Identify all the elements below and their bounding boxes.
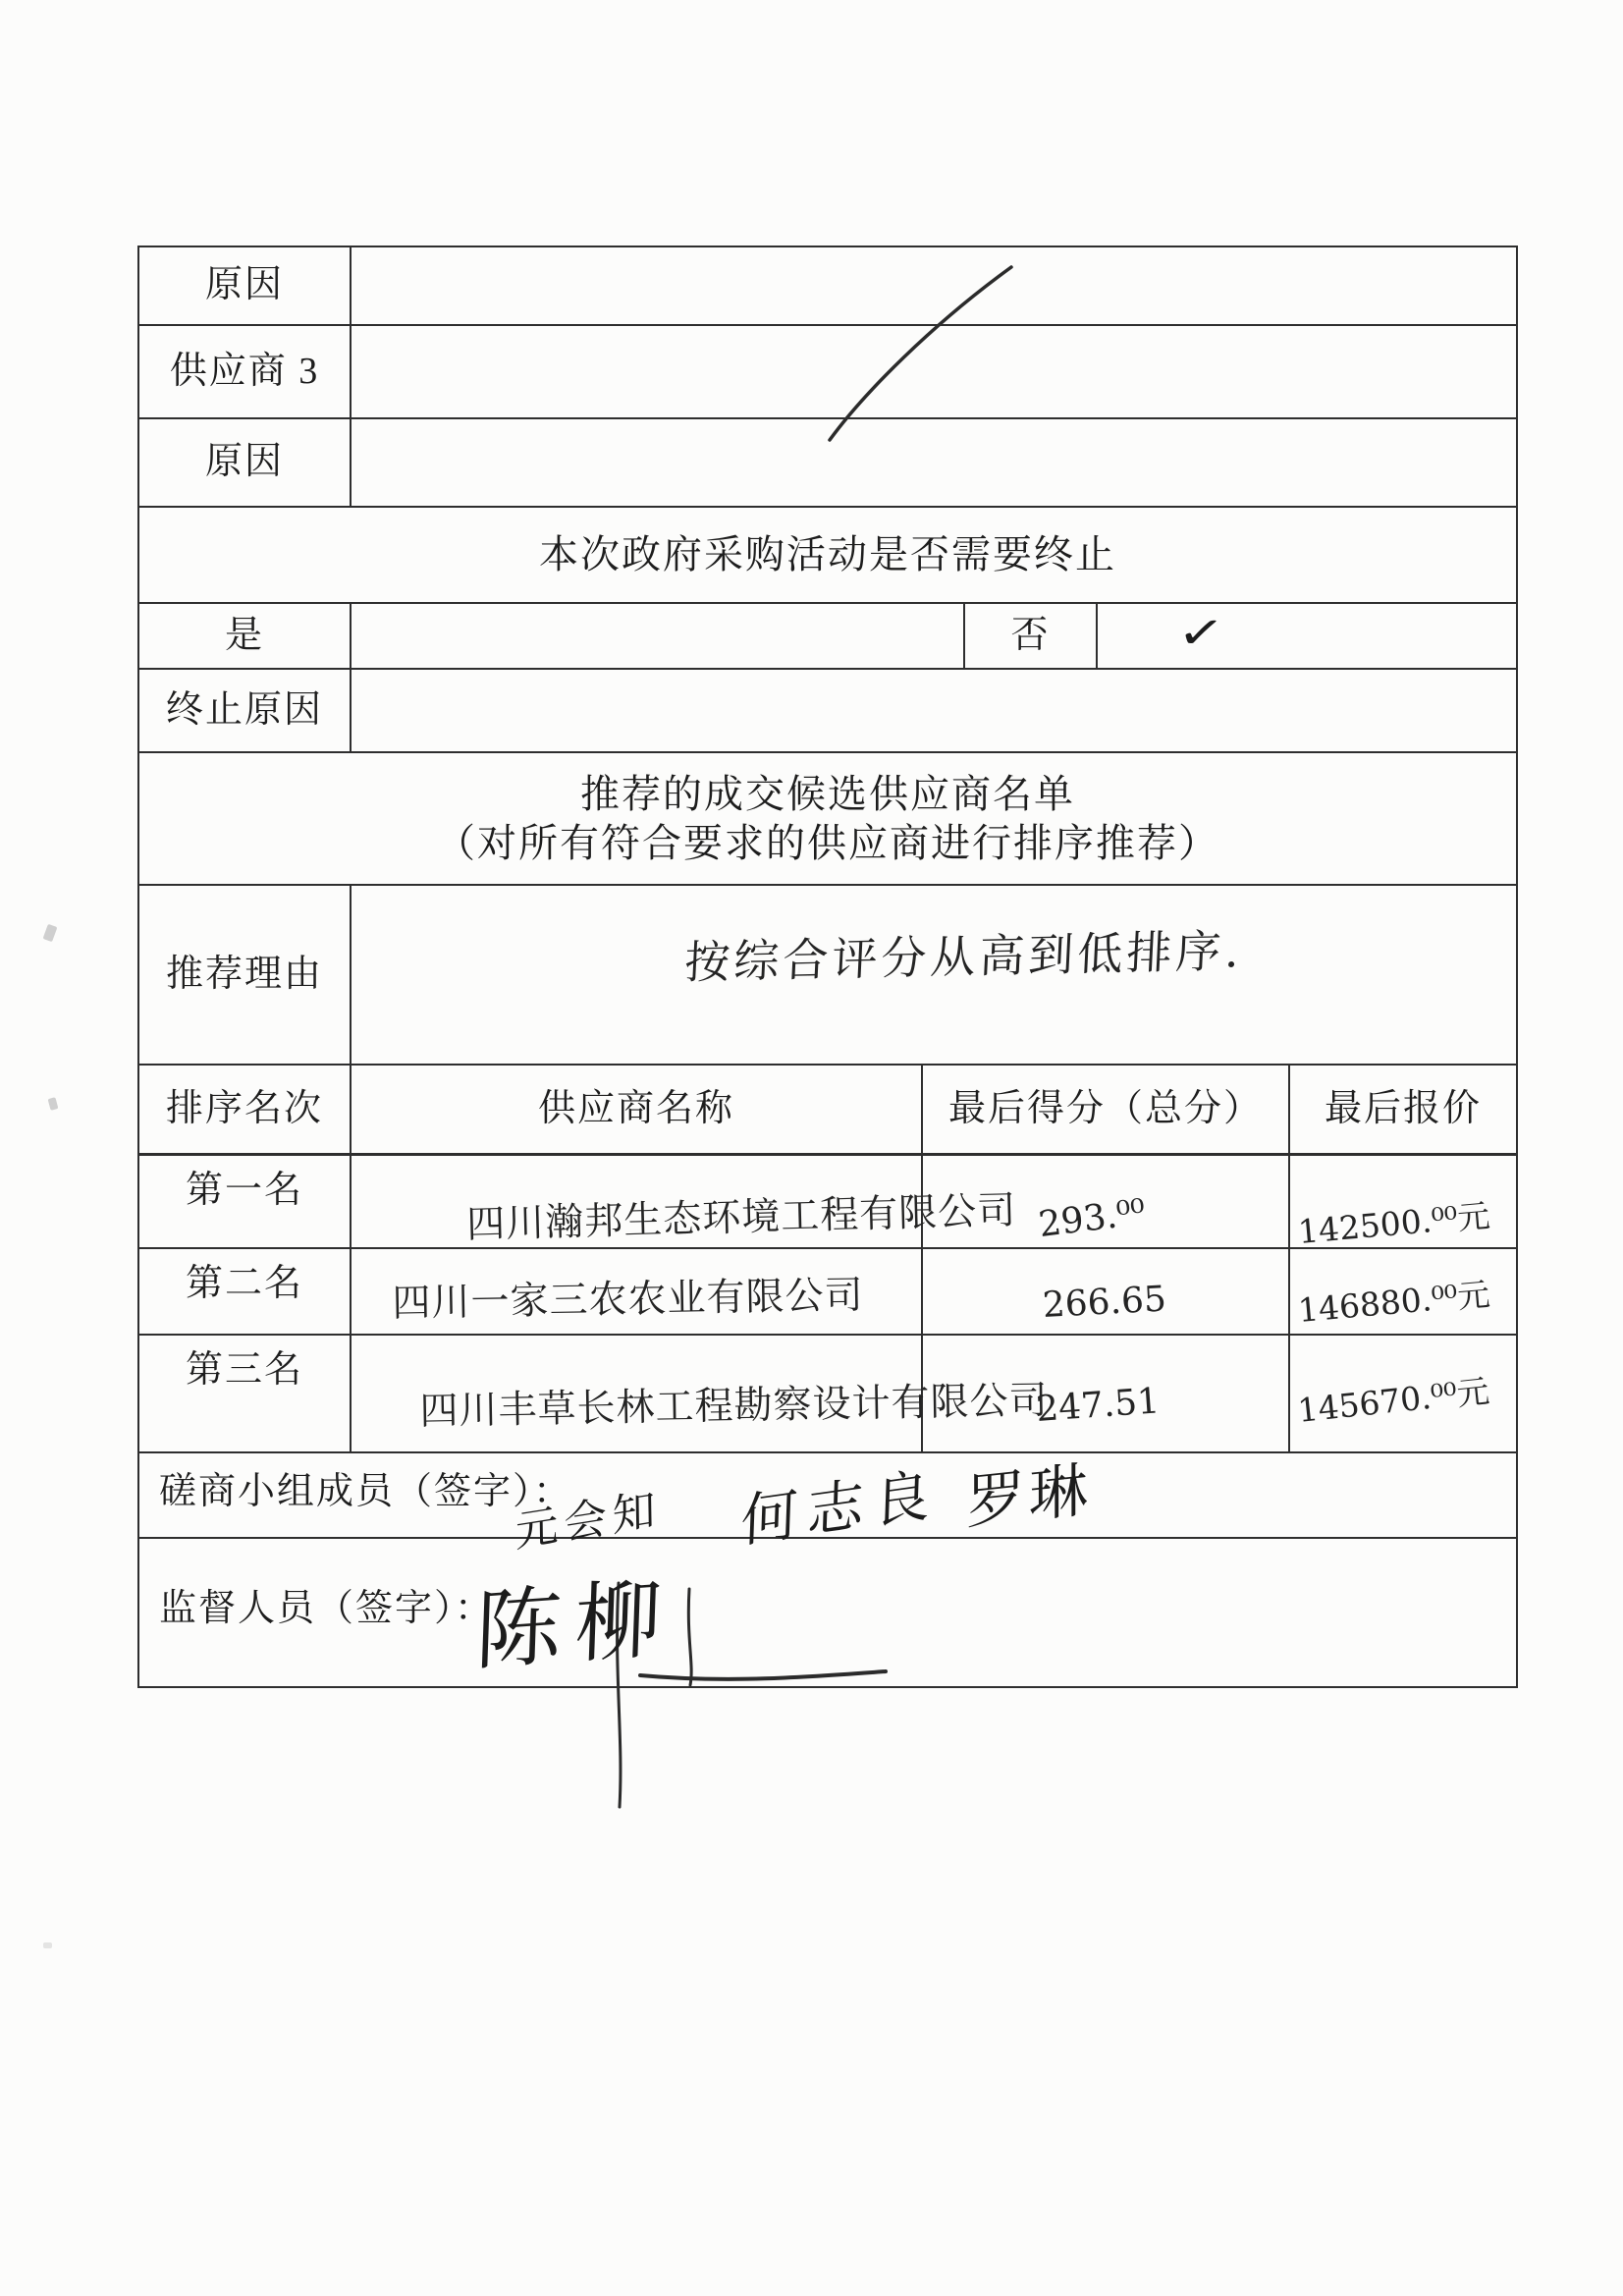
rank1-label: 第一名 bbox=[185, 1170, 303, 1211]
termination-question-text: 本次政府采购活动是否需要终止 bbox=[539, 532, 1116, 576]
supplier3-label-cell bbox=[139, 326, 352, 419]
scan-smudge bbox=[43, 924, 58, 942]
rank1-price-handwriting: 142500.⁰⁰元 bbox=[1296, 1196, 1492, 1252]
recommendation-reason-value-cell bbox=[352, 886, 1516, 1066]
rank1-score-cell bbox=[923, 1156, 1290, 1249]
supplier3-value-cell bbox=[352, 326, 1516, 419]
team-signature-label: 磋商小组成员（签字）： bbox=[159, 1471, 573, 1512]
reason-row-1 bbox=[139, 247, 1516, 326]
yes-label-cell bbox=[139, 604, 352, 670]
recommendation-reason-row bbox=[139, 886, 1516, 1066]
recommendation-title-line2: （对所有符合要求的供应商进行排序推荐） bbox=[436, 820, 1219, 865]
recommendation-title-cell bbox=[139, 753, 1516, 886]
no-answer-cell bbox=[1098, 604, 1516, 670]
rank2-supplier-handwriting: 四川一家三农农业有限公司 bbox=[392, 1273, 864, 1327]
team-member-signature-3: 罗琳 bbox=[966, 1455, 1092, 1538]
ranking-header-supplier-cell bbox=[352, 1066, 923, 1156]
rank3-price-handwriting: 145670.⁰⁰元 bbox=[1295, 1371, 1491, 1431]
ranking-header-rank-cell bbox=[139, 1066, 352, 1156]
recommendation-reason-handwriting: 按综合评分从高到低排序. bbox=[683, 924, 1245, 989]
rank2-supplier-cell bbox=[352, 1249, 923, 1336]
rank1-score-handwriting: 293.⁰⁰ bbox=[1036, 1192, 1148, 1245]
reason-row-2 bbox=[139, 419, 1516, 508]
rank2-price-cell bbox=[1290, 1249, 1516, 1336]
ranking-row-1 bbox=[139, 1156, 1516, 1252]
rank3-supplier-handwriting: 四川丰草长林工程勘察设计有限公司 bbox=[419, 1378, 1049, 1435]
rank3-cell bbox=[139, 1336, 352, 1453]
reason1-label: 原因 bbox=[204, 264, 284, 306]
supplier3-label: 供应商 3 bbox=[169, 350, 320, 392]
ranking-row-2 bbox=[139, 1249, 1516, 1336]
team-member-signature-1: 元会知 bbox=[514, 1484, 662, 1558]
recommendation-reason-label: 推荐理由 bbox=[165, 953, 323, 995]
team-signature-cell bbox=[139, 1453, 1516, 1558]
ranking-header-score-cell bbox=[923, 1066, 1290, 1156]
rank2-price-handwriting: 146880.⁰⁰元 bbox=[1296, 1275, 1492, 1331]
rank2-label: 第二名 bbox=[185, 1263, 303, 1304]
ranking-row-3 bbox=[139, 1336, 1516, 1453]
ranking-header-rank: 排序名次 bbox=[165, 1087, 323, 1129]
reason1-value-cell bbox=[352, 247, 1516, 326]
yes-label: 是 bbox=[224, 614, 264, 656]
termination-reason-value-cell bbox=[352, 670, 1516, 753]
reason2-value-cell bbox=[352, 419, 1516, 508]
termination-reason-label-cell bbox=[139, 670, 352, 753]
ranking-header-row bbox=[139, 1066, 1516, 1156]
recommendation-title-line1: 推荐的成交候选供应商名单 bbox=[580, 771, 1075, 816]
ranking-header-score: 最后得分（总分） bbox=[947, 1087, 1263, 1129]
termination-reason-row bbox=[139, 670, 1516, 753]
evaluation-form-table bbox=[137, 246, 1518, 1688]
rank1-supplier-cell bbox=[352, 1156, 1017, 1249]
supervisor-signature-cell bbox=[139, 1539, 1516, 1686]
rank3-score-cell bbox=[923, 1336, 1290, 1453]
rank1-price-cell bbox=[1290, 1156, 1516, 1252]
rank1-cell bbox=[139, 1156, 352, 1249]
termination-question-cell bbox=[139, 508, 1516, 604]
scan-smudge bbox=[48, 1097, 59, 1111]
supervisor-signature-label: 监督人员（签字）： bbox=[159, 1588, 495, 1629]
yes-no-row bbox=[139, 604, 1516, 670]
reason2-label-cell bbox=[139, 419, 352, 508]
rank1-supplier-handwriting: 四川瀚邦生态环境工程有限公司 bbox=[465, 1188, 1017, 1248]
team-member-signature-2: 何志良 bbox=[739, 1459, 942, 1556]
ranking-header-price-cell bbox=[1290, 1066, 1516, 1156]
team-signature-row bbox=[139, 1453, 1516, 1558]
rank2-cell bbox=[139, 1249, 352, 1336]
rank3-score-handwriting: 247.51 bbox=[1034, 1381, 1162, 1430]
yes-answer-cell bbox=[352, 604, 965, 670]
reason2-label: 原因 bbox=[204, 441, 284, 483]
termination-reason-label: 终止原因 bbox=[165, 688, 323, 731]
ranking-header-supplier: 供应商名称 bbox=[537, 1087, 734, 1129]
rank2-score-cell bbox=[923, 1249, 1290, 1336]
termination-question-row bbox=[139, 508, 1516, 604]
supplier3-row bbox=[139, 326, 1516, 419]
no-label-cell bbox=[965, 604, 1098, 670]
rank2-score-handwriting: 266.65 bbox=[1041, 1279, 1167, 1326]
no-label: 否 bbox=[1010, 614, 1051, 656]
rank3-label: 第三名 bbox=[185, 1349, 303, 1391]
scan-smudge bbox=[43, 1942, 52, 1948]
supervisor-signature-row bbox=[139, 1539, 1516, 1686]
ranking-header-price: 最后报价 bbox=[1324, 1087, 1482, 1129]
reason1-label-cell bbox=[139, 247, 352, 326]
supervisor-signature: 陈柳 bbox=[473, 1566, 677, 1683]
recommendation-reason-label-cell bbox=[139, 886, 352, 1066]
recommendation-title-row bbox=[139, 753, 1516, 886]
rank3-supplier-cell bbox=[352, 1336, 1049, 1453]
checkmark-icon: ✓ bbox=[1174, 604, 1227, 661]
rank3-price-cell bbox=[1290, 1336, 1516, 1453]
